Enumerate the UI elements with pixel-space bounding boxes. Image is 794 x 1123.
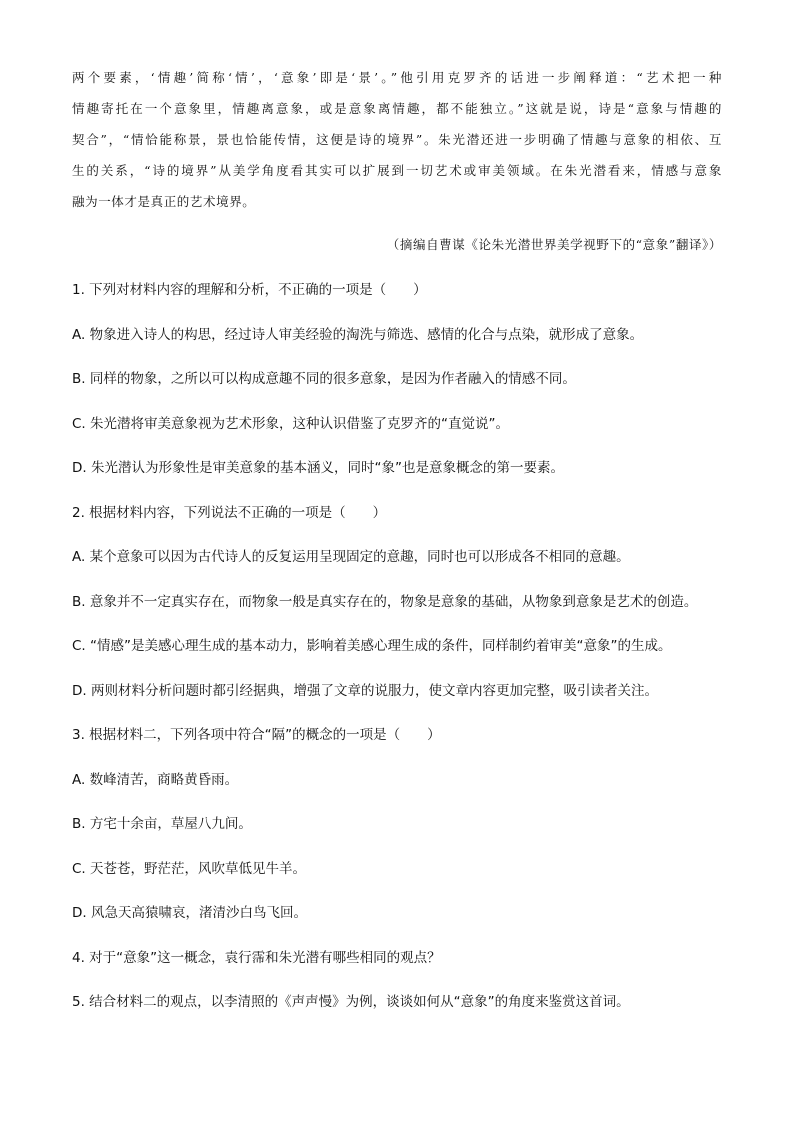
passage-line: 生的关系，“诗的境界”从美学角度看其实可以扩展到一切艺术或审美领域。在朱光潜看来，情感与意象 <box>72 163 722 178</box>
question-3-option-d: D. 风急天高猿啸哀，渚清沙白鸟飞回。 <box>72 905 307 921</box>
question-1-option-d: D. 朱光潜认为形象性是审美意象的基本涵义，同时“象”也是意象概念的第一要素。 <box>72 460 564 476</box>
question-3-option-a: A. 数峰清苦，商略黄昏雨。 <box>72 772 239 788</box>
question-5-stem: 5. 结合材料二的观点，以李清照的《声声慢》为例，谈谈如何从“意象”的角度来鉴赏这首词。 <box>72 994 630 1010</box>
question-1-stem: 1. 下列对材料内容的理解和分析，不正确的一项是（ ） <box>72 282 427 298</box>
question-1-option-b: B. 同样的物象，之所以可以构成意趣不同的很多意象，是因为作者融入的情感不同。 <box>72 371 576 387</box>
passage-line: 融为一体才是真正的艺术境界。 <box>72 194 256 209</box>
question-1-option-c: C. 朱光潜将审美意象视为艺术形象，这种认识借鉴了克罗齐的“直觉说”。 <box>72 416 509 432</box>
question-1-option-a: A. 物象进入诗人的构思，经过诗人审美经验的淘洗与筛选、感情的化合与点染，就形成了意象。 <box>72 327 644 343</box>
question-2-option-b: B. 意象并不一定真实存在，而物象一般是真实存在的，物象是意象的基础，从物象到意象是艺术的创造。 <box>72 594 698 610</box>
question-2-stem: 2. 根据材料内容，下列说法不正确的一项是（ ） <box>72 505 387 521</box>
question-3-option-c: C. 天苍苍，野茫茫，风吹草低见牛羊。 <box>72 861 307 877</box>
passage-excerpt <box>72 62 722 217</box>
question-2-option-c: C. “情感”是美感心理生成的基本动力，影响着美感心理生成的条件，同样制约着审美“意象”的生成。 <box>72 638 672 654</box>
passage-source: （摘编自曹谋《论朱光潜世界美学视野下的“意象”翻译》） <box>386 237 722 252</box>
question-2-option-d: D. 两则材料分析问题时都引经据典，增强了文章的说服力，使文章内容更加完整，吸引读者关注。 <box>72 683 658 699</box>
passage-line: 契合”，“情恰能称景，景也恰能传情，这便是诗的境界”。朱光潜还进一步明确了情趣与意象的相依、互 <box>72 132 722 147</box>
passage-line: 两个要素，‘情趣’简称‘情’，‘意象’即是‘景’。”他引用克罗齐的话进一步阐释道：“艺术把一种 <box>72 70 722 85</box>
question-3-option-b: B. 方宅十余亩，草屋八九间。 <box>72 816 252 832</box>
question-2-option-a: A. 某个意象可以因为古代诗人的反复运用呈现固定的意趣，同时也可以形成各不相同的意趣。 <box>72 549 630 565</box>
question-3-stem: 3. 根据材料二，下列各项中符合“隔”的概念的一项是（ ） <box>72 727 441 743</box>
passage-line: 情趣寄托在一个意象里，情趣离意象，或是意象离情趣，都不能独立。”这就是说，诗是“意象与情趣的 <box>72 101 722 116</box>
question-4-stem: 4. 对于“意象”这一概念，袁行霈和朱光潜有哪些相同的观点？ <box>72 950 441 966</box>
